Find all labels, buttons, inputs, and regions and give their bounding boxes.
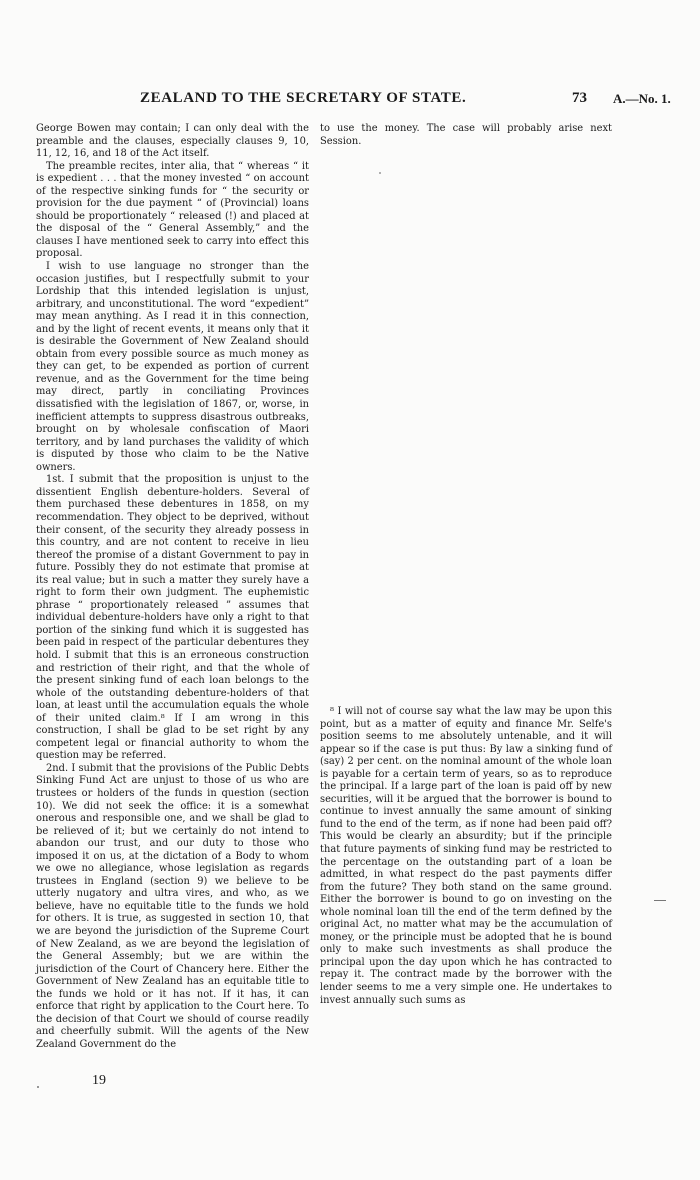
page-header xyxy=(0,90,700,110)
footnote xyxy=(320,706,612,1007)
paragraph: George Bowen may contain; I can only deal with the preamble and the clauses, especially clauses 9, 10, 11, 12, 16, and 18 of the Act itself. xyxy=(36,123,309,160)
paragraph: to use the money. The case will probably arise next Session. xyxy=(320,123,612,147)
print-speck xyxy=(37,1086,39,1088)
paragraph: 2nd. I submit that the provisions of the Public Debts Sinking Fund Act are unjust to those of us who are trustees or holders of the funds in question (section 10). We did not seek the office: it is a somewhat onerous and responsible one, and we shall be glad to be relieved of it; but we certainly do not intend to abandon our trust, and our duty to those who imposed it on us, at the dictation of a Body to whom we owe no allegiance, whose legislation as regards trustees in England (section 9) we believe to be utterly nugatory and ultra vires, and who, as we believe, have no equitable title to the funds we hold for others. It is true, as suggested in section 10, that we are beyond the jurisdiction of the Supreme Court of New Zealand, as we are beyond the legislation of the General Assembly; but we are within the jurisdiction of the Court of Chancery here. Either the Government of New Zealand has an equitable title to the funds we hold or it has not. If it has, it can enforce that right by application to the Court here. To the decision of that Court we should of course readily and cheerfully submit. Will the agents of the New Zealand Government do the xyxy=(36,762,309,1050)
footnote-text: ⁸ I will not of course say what the law may be upon this point, but as a matter of equity and finance Mr. Selfe's position seems to me absolutely untenable, and it will appear so if the case is put thus: By law a sinking fund of (say) 2 per cent. on the nominal amount of the whole loan is payable for a certain term of years, so as to reproduce the principal. If a large part of the loan is paid off by new securities, will it be argued that the borrower is bound to continue to invest annually the same amount of sinking fund to the end of the term, as if none had been paid off? This would be clearly an absurdity; but if the principle that future payments of sinking fund may be restricted to the percentage on the outstanding part of a loan be admitted, in what respect do the past payments differ from the future? They both stand on the same ground. Either the borrower is bound to go on investing on the whole nominal loan till the end of the term defined by the original Act, no matter what may be the accumulation of money, or the principle must be adopted that he is bound only to make such investments as shall produce the principal upon the day upon which he has contracted to repay it. The contract made by the borrower with the lender seems to me a very simple one. He undertakes to invest annually such sums as xyxy=(320,706,612,1006)
signature-mark: 19 xyxy=(92,1073,106,1088)
paragraph: 1st. I submit that the proposition is unjust to the dissentient English debenture-holders. Several of them purchased these debentures in 1858, on my recommendation. They object to be deprived, without their consent, of the security they already possess in this country, and are not content to receive in lieu thereof the promise of a distant Government to pay in future. Possibly they do not estimate that promise at its real value; but in such a matter they surely have a right to form their own judgment. The euphemistic phrase “ proportionately released ” assumes that individual debenture-holders have only a right to that portion of the sinking fund which it is suggested has been paid in respect of the particular debentures they hold. I submit that this is an erroneous construction and restriction of their right, and that the whole of the present sinking fund of each loan belongs to the whole of the outstanding debenture-holders of that loan, at least until the accumulation equals the whole of their united claim.⁸ If I am wrong in this construction, I shall be glad to be set right by any competent legal or financial authority to whom the question may be referred. xyxy=(36,474,309,762)
paragraph: The preamble recites, inter alia, that “ whereas “ it is expedient . . . that the money invested “ on account of the respective sinking funds for “ the security or provision for the due payment “ of (Provincial) loans should be proportionately “ released (!) and placed at the disposal of the “ General Assembly,” and the clauses I have mentioned seek to carry into effect this proposal. xyxy=(36,160,309,260)
document-reference: A.—No. 1. xyxy=(613,91,671,106)
paragraph: I wish to use language no stronger than the occasion justifies, but I respectfully submit to your Lordship that this intended legislation is unjust, arbitrary, and unconstitutional. The word “expedient” may mean anything. As I read it in this connection, and by the light of recent events, it means only that it is desirable the Government of New Zealand should obtain from every possible source as much money as they can get, to be expended as portion of current revenue, and as the Government for the time being may direct, partly in conciliating Provinces dissatisfied with the legislation of 1867, or, worse, in inefficient attempts to suppress disastrous outbreaks, brought on by wholesale confiscation of Maori territory, and by land purchases the validity of which is disputed by those who claim to be the Native owners. xyxy=(36,261,309,473)
page-number: 73 xyxy=(572,90,587,106)
print-speck xyxy=(379,172,381,174)
margin-dash xyxy=(654,900,666,901)
left-column xyxy=(36,123,309,1051)
running-title: ZEALAND TO THE SECRETARY OF STATE. xyxy=(140,90,467,106)
right-column xyxy=(320,123,612,148)
